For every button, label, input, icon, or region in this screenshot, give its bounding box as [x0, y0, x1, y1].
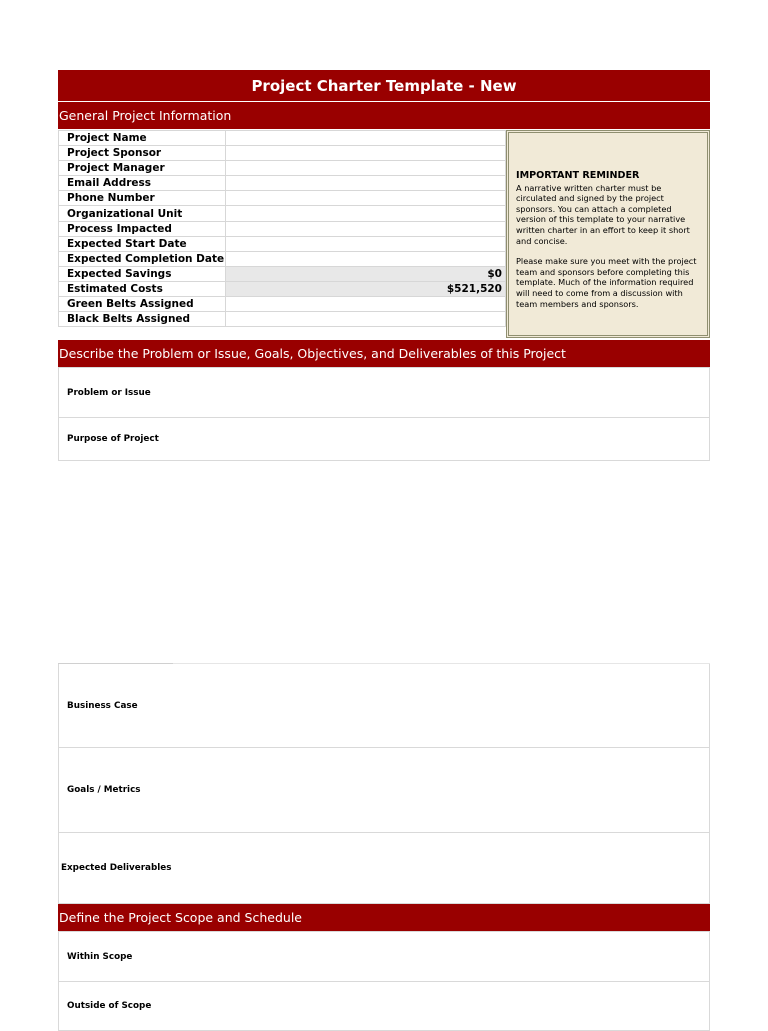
business-case-label: Business Case: [67, 700, 138, 711]
info-value-cell[interactable]: [225, 312, 505, 327]
info-row: [59, 221, 506, 236]
info-row: [59, 161, 506, 176]
info-value-cell[interactable]: $0: [225, 266, 505, 281]
info-label: Expected Savings: [59, 266, 226, 281]
info-value-cell[interactable]: [225, 146, 505, 161]
reminder-paragraph-2: Please make sure you meet with the project team and sponsors before completing this template. Much of the information required will need to come from a discussion with team members and sponsors.: [516, 256, 697, 309]
outside-of-scope-label: Outside of Scope: [67, 1001, 152, 1011]
goals-metrics-row[interactable]: [58, 747, 710, 833]
purpose-of-project-label: Purpose of Project: [67, 434, 159, 444]
info-label: Black Belts Assigned: [59, 312, 226, 327]
info-row: [59, 206, 506, 221]
section-scope-header: Define the Project Scope and Schedule: [58, 904, 710, 931]
reminder-paragraph-1: A narrative written charter must be circulated and signed by the project sponsors. You can attach a completed version of this template to your narrative written charter in an effort to keep it short and concise.: [516, 182, 690, 246]
info-value-cell[interactable]: [225, 191, 505, 206]
business-case-row[interactable]: [58, 664, 710, 748]
info-label: Process Impacted: [59, 221, 226, 236]
section-general-header: General Project Information: [58, 102, 710, 129]
info-label: Organizational Unit: [59, 206, 226, 221]
info-label: Expected Completion Date: [59, 251, 226, 266]
within-scope-label: Within Scope: [67, 951, 133, 962]
important-reminder-box: [506, 130, 710, 338]
info-value-cell[interactable]: [225, 206, 505, 221]
info-label: Project Manager: [59, 161, 226, 176]
problem-or-issue-label: Problem or Issue: [67, 387, 151, 398]
info-row: [59, 281, 506, 296]
info-row: [59, 146, 506, 161]
page-title: Project Charter Template - New: [58, 70, 710, 101]
info-label: Phone Number: [59, 191, 226, 206]
info-label: Green Belts Assigned: [59, 297, 226, 312]
info-label: Email Address: [59, 176, 226, 191]
problem-or-issue-row[interactable]: [58, 367, 710, 418]
info-value-cell[interactable]: [225, 251, 505, 266]
info-row: [59, 131, 506, 146]
info-label: Estimated Costs: [59, 281, 226, 296]
section-problem-header: Describe the Problem or Issue, Goals, Objectives, and Deliverables of this Project: [58, 340, 710, 367]
info-label: Project Sponsor: [59, 146, 226, 161]
info-value-cell[interactable]: $521,520: [225, 281, 505, 296]
info-value-cell[interactable]: [225, 221, 505, 236]
goals-metrics-label: Goals / Metrics: [67, 785, 141, 795]
info-row: [59, 312, 506, 327]
info-row: [59, 176, 506, 191]
within-scope-row[interactable]: [58, 931, 710, 982]
expected-deliverables-row[interactable]: [58, 832, 710, 904]
info-value-cell[interactable]: [225, 297, 505, 312]
info-label: Expected Start Date: [59, 236, 226, 251]
info-label: Project Name: [59, 131, 226, 146]
expected-deliverables-label: Expected Deliverables: [61, 863, 172, 873]
purpose-of-project-row[interactable]: [58, 417, 710, 461]
info-row: [59, 236, 506, 251]
info-value-cell[interactable]: [225, 161, 505, 176]
info-value-cell[interactable]: [225, 131, 505, 146]
info-value-cell[interactable]: [225, 236, 505, 251]
info-row: [59, 297, 506, 312]
info-row: [59, 191, 506, 206]
info-row: [59, 251, 506, 266]
info-value-cell[interactable]: [225, 176, 505, 191]
reminder-heading: IMPORTANT REMINDER: [516, 170, 640, 181]
info-row: [59, 266, 506, 281]
general-info-table: [58, 130, 506, 327]
